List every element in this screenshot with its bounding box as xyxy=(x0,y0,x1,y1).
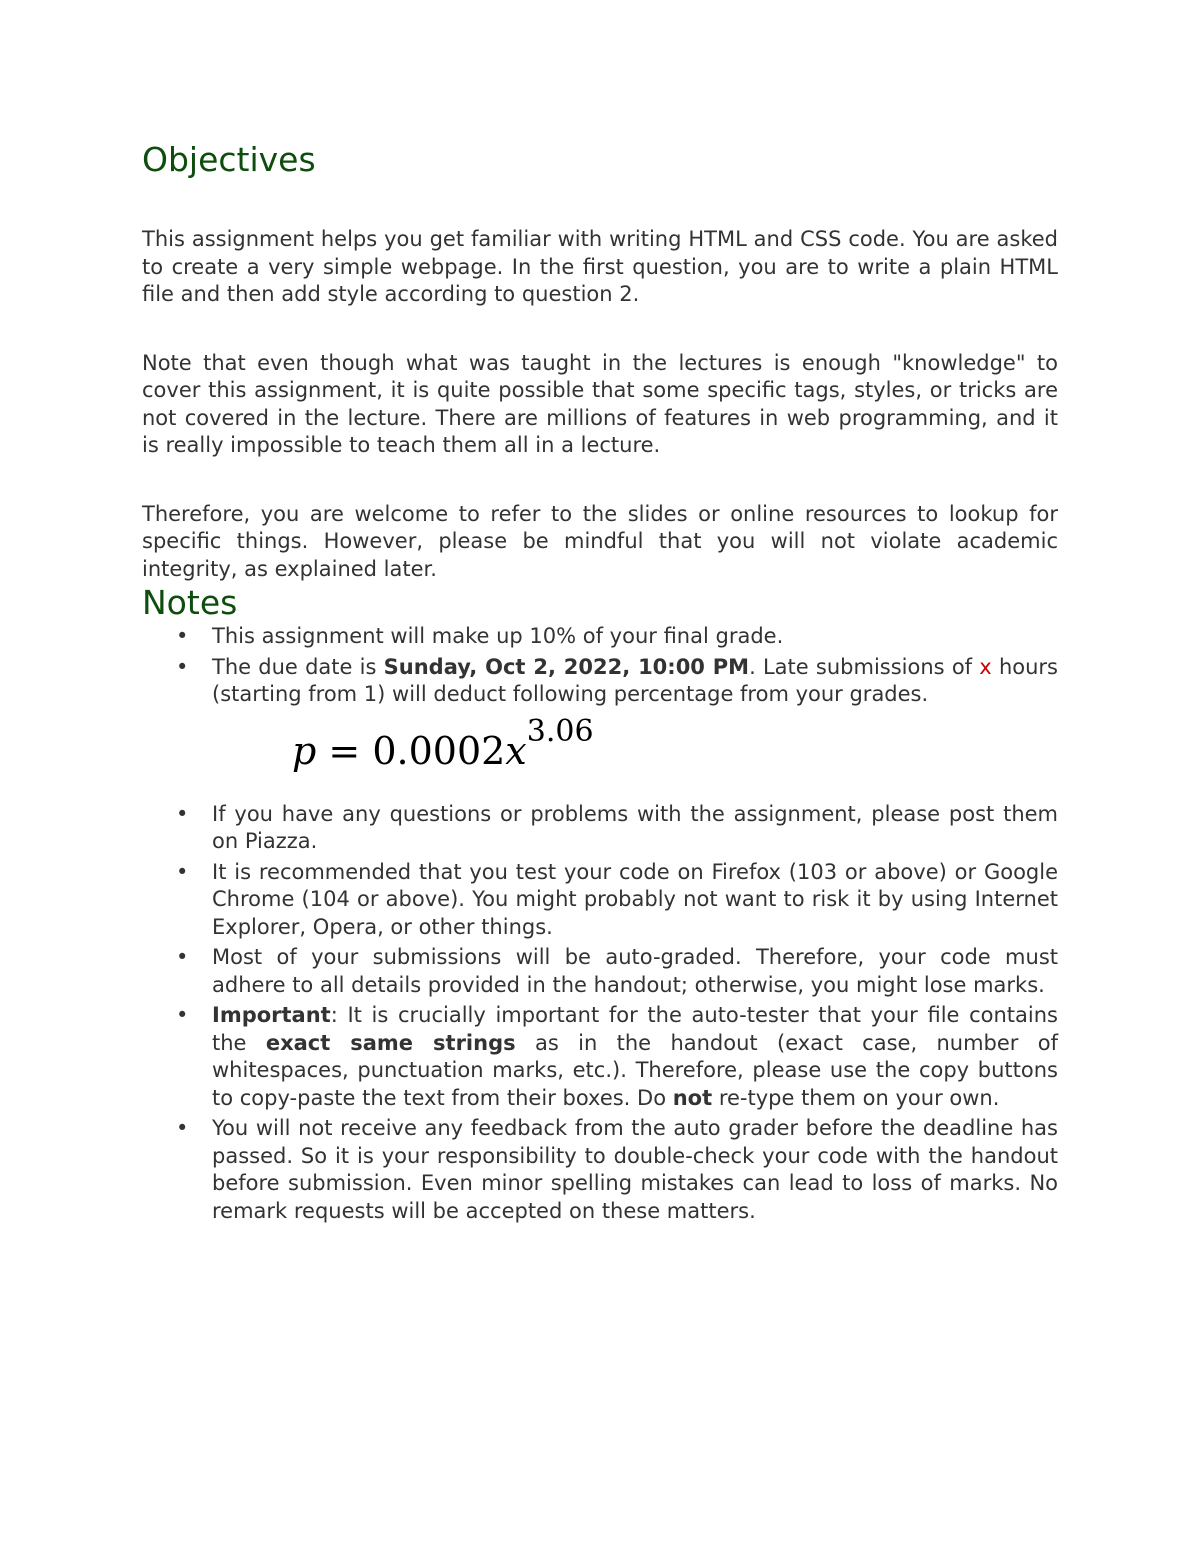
list-item-text: It is recommended that you test your code on Firefox (103 or above) or Google Chrome (104 or above). You might probably not want to risk it by using Internet Explorer, Opera, or other things. xyxy=(212,859,1058,939)
formula-variable: x xyxy=(505,728,527,773)
list-item xyxy=(142,801,1058,856)
list-item-text: This assignment will make up 10% of your final grade. xyxy=(212,624,784,648)
list-item xyxy=(142,1115,1058,1225)
bullet-marker: • xyxy=(176,654,189,679)
bullet-marker: • xyxy=(176,624,189,648)
late-penalty-formula xyxy=(292,713,1058,779)
variable-x: x xyxy=(979,654,992,679)
bullet-marker: • xyxy=(176,859,189,884)
list-item-text: Most of your submissions will be auto-graded. Therefore, your code must adhere to all details provided in the handout; otherwise, you might lose marks. xyxy=(212,945,1058,997)
late-policy-text: . Late submissions of xyxy=(749,654,980,679)
bullet-marker: • xyxy=(176,1116,189,1140)
document-page xyxy=(142,138,1058,1228)
list-item-text: as in the handout (exact case, number of whitespaces, punctuation marks, etc.). Therefore, please use the copy buttons to copy-paste the text from their boxes. Do xyxy=(212,1030,1059,1110)
formula-coefficient: 0.0002 xyxy=(372,728,506,773)
important-label: Important xyxy=(212,1003,331,1027)
exact-strings-emphasis: exact same strings xyxy=(265,1030,516,1055)
due-date: Sunday, Oct 2, 2022, 10:00 PM xyxy=(383,654,750,679)
objectives-paragraph-2: Note that even though what was taught in the lectures is enough "knowledge" to cover this assignment, it is quite possible that some specific tags, styles, or tricks are not covered in the lecture. There are millions of features in web programming, and it is really impossible to teach them all in a lecture. xyxy=(142,350,1058,457)
list-item-text: re-type them on your own. xyxy=(712,1085,1000,1110)
bullet-marker: • xyxy=(176,801,189,826)
formula-exponent: 3.06 xyxy=(526,713,594,749)
list-item xyxy=(142,1002,1058,1112)
objectives-paragraph-3: Therefore, you are welcome to refer to the slides or online resources to lookup for specific things. However, please be mindful that you will not violate academic integrity, as explained later. xyxy=(142,501,1058,581)
list-item xyxy=(142,859,1058,942)
list-item-text: : It is crucially important for the auto-tester that your file contains the xyxy=(212,1003,1058,1055)
list-item-text: You will not receive any feedback from the auto grader before the deadline has passed. So it is your responsibility to double-check your code with the handout before submission. Even minor spelling mistakes can lead to loss of marks. No remark requests will be accepted on these matters. xyxy=(212,1116,1058,1223)
objectives-paragraph-1: This assignment helps you get familiar with writing HTML and CSS code. You are asked to create a very simple webpage. In the first question, you are to write a plain HTML file and then add style according to question 2. xyxy=(142,227,1058,306)
bullet-marker: • xyxy=(176,1003,189,1027)
formula-lhs: p xyxy=(292,728,317,773)
bullet-marker: • xyxy=(176,945,189,969)
notes-heading: Notes xyxy=(142,583,238,622)
list-item xyxy=(142,623,1058,651)
objectives-heading: Objectives xyxy=(142,140,316,179)
list-item-text: If you have any questions or problems with the assignment, please post them on Piazza. xyxy=(212,801,1058,853)
list-item xyxy=(142,944,1058,999)
notes-list xyxy=(142,623,1058,1225)
late-policy-text-end: hours (starting from 1) will deduct following percentage from your grades. xyxy=(212,654,1059,706)
not-emphasis: not xyxy=(672,1085,713,1110)
formula-equals: = xyxy=(316,728,373,773)
due-date-prefix: The due date is xyxy=(212,654,384,679)
list-item xyxy=(142,654,1058,779)
